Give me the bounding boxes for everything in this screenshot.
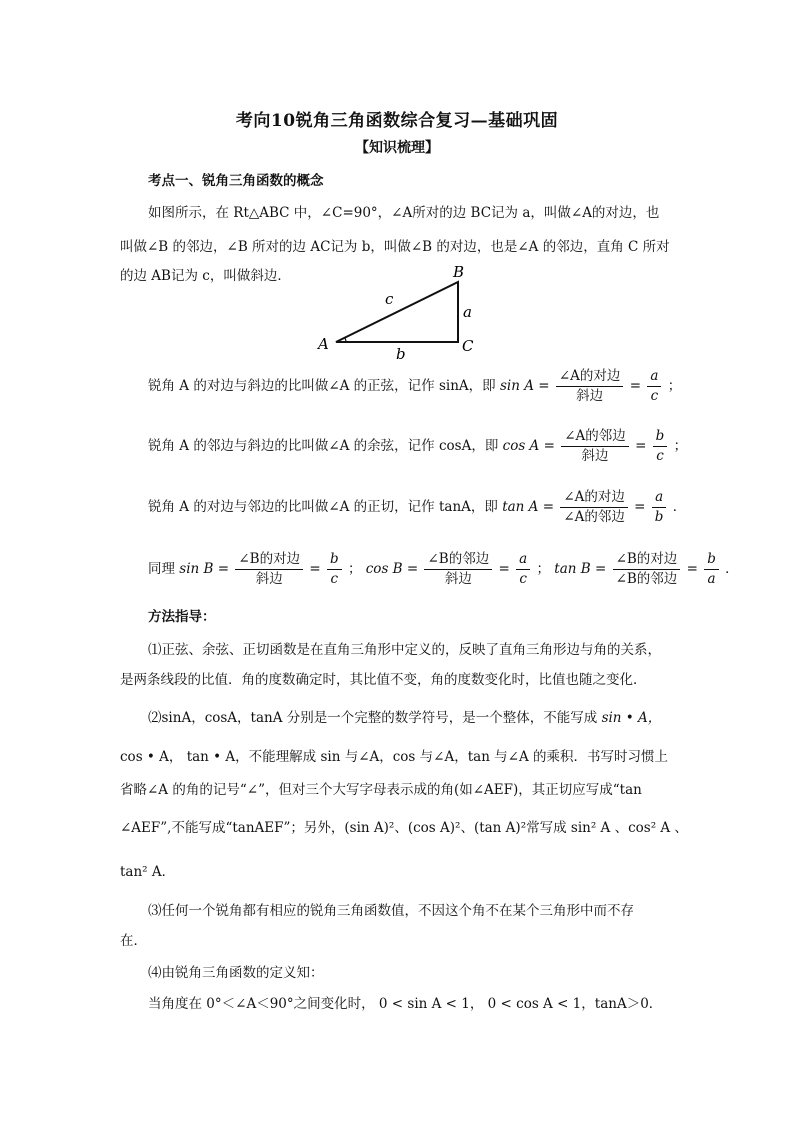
vertex-b-label: B bbox=[453, 263, 465, 281]
fraction: $\frac{b}{c}$ bbox=[327, 550, 342, 589]
fraction: $\frac{a}{c}$ bbox=[516, 550, 530, 589]
fraction: $\frac{\text{∠A的对边}}{\text{斜边}}$ bbox=[556, 367, 624, 406]
vertex-c-label: C bbox=[462, 337, 474, 355]
fraction: $\frac{\text{∠A的邻边}}{\text{斜边}}$ bbox=[561, 427, 629, 466]
method-2-line-5: tan² A． bbox=[120, 864, 176, 880]
intro-line-3: 的边 AB记为 c，叫做斜边． bbox=[120, 268, 291, 284]
method-2-line-4: ∠AEF”,不能写成“tanAEF”；另外，(sin A)²、(cos A)²、(tan A)²常写成 sin² A 、cos² A 、 bbox=[120, 820, 688, 836]
method-2-line-2: cos • A， tan • A，不能理解成 sin 与∠A，cos 与∠A，tan 与∠A 的乘积．书写时习惯上 bbox=[120, 749, 669, 765]
method-2-line-3: 省略∠A 的角的记号“∠”，但对三个大写字母表示成的角(如∠AEF)，其正切应写成“tan bbox=[120, 782, 642, 798]
fraction: $\frac{\text{∠B的对边}}{\text{∠B的邻边}}$ bbox=[613, 550, 681, 589]
fraction: $\frac{b}{a}$ bbox=[704, 550, 719, 589]
right-triangle-figure bbox=[312, 262, 482, 362]
tan-definition: 锐角 A 的对边与邻边的比叫做∠A 的正切，记作 tanA，即 tan A = $\frac{\text{∠A的对边}}{\text{∠A的邻边}}$ = $\frac{a}{b}$ ． bbox=[148, 489, 687, 525]
fraction: $\frac{b}{c}$ bbox=[653, 427, 668, 466]
fraction: $\frac{a}{c}$ bbox=[647, 367, 661, 406]
document-subtitle: 【知识梳理】 bbox=[355, 140, 439, 156]
method-1-line-1: ⑴正弦、余弦、正切函数是在直角三角形中定义的，反映了直角三角形边与角的关系， bbox=[148, 642, 661, 658]
intro-line-1: 如图所示，在 Rt△ABC 中，∠C=90°，∠A所对的边 BC记为 a，叫做∠A的对边，也 bbox=[148, 205, 660, 221]
document-title: 考向10锐角三角函数综合复习—基础巩固 bbox=[235, 111, 559, 131]
triangle-shape bbox=[336, 282, 458, 342]
method-1-line-2: 是两条线段的比值．角的度数确定时，其比值不变，角的度数变化时，比值也随之变化． bbox=[120, 672, 647, 688]
angle-b-formulas: 同理 sin B = $\frac{\text{∠B的对边}}{\text{斜边}}$ = $\frac{b}{c}$ ； cos B = $\frac{\text{∠B的邻边}}{\text{斜边}}$ = $\frac{a}{c}$ ； tan B = $\frac{\text{∠B的对边}}{\text{∠B的邻边}}$ = $\frac{b}{a}$ ． bbox=[148, 551, 739, 587]
method-3-line-2: 在． bbox=[120, 933, 147, 949]
intro-line-2: 叫做∠B 的邻边，∠B 所对的边 AC记为 b，叫做∠B 的对边，也是∠A 的邻边，直角 C 所对 bbox=[120, 239, 670, 255]
fraction: $\frac{\text{∠A的对边}}{\text{∠A的邻边}}$ bbox=[560, 488, 628, 527]
side-b-label: b bbox=[396, 345, 406, 362]
method-4-line-2: 当角度在 0°＜∠A＜90°之间变化时， 0 < sin A < 1， 0 < cos A < 1，tanA＞0． bbox=[148, 996, 663, 1012]
side-a-label: a bbox=[463, 303, 472, 321]
method-2-line-1: ⑵sinA，cosA，tanA 分别是一个完整的数学符号，是一个整体，不能写成 sin • A， bbox=[148, 710, 662, 726]
fraction: $\frac{\text{∠B的对边}}{\text{斜边}}$ bbox=[235, 550, 303, 589]
vertex-a-label: A bbox=[318, 335, 329, 353]
section-heading: 考点一、锐角三角函数的概念 bbox=[148, 173, 324, 189]
sin-definition: 锐角 A 的对边与斜边的比叫做∠A 的正弦，记作 sinA，即 sin A = $\frac{\text{∠A的对边}}{\text{斜边}}$ = $\frac{a}{c}$ ； bbox=[148, 368, 682, 404]
method-4-line-1: ⑷由锐角三角函数的定义知： bbox=[148, 965, 324, 981]
method-heading: 方法指导： bbox=[148, 609, 216, 625]
cos-definition: 锐角 A 的邻边与斜边的比叫做∠A 的余弦，记作 cosA，即 cos A = $\frac{\text{∠A的邻边}}{\text{斜边}}$ = $\frac{b}{c}$ ； bbox=[148, 428, 688, 464]
fraction: $\frac{\text{∠B的邻边}}{\text{斜边}}$ bbox=[424, 550, 492, 589]
method-3-line-1: ⑶任何一个锐角都有相应的锐角三角函数值，不因这个角不在某个三角形中而不存 bbox=[148, 903, 634, 919]
fraction: $\frac{a}{b}$ bbox=[652, 488, 667, 527]
side-c-label: c bbox=[385, 290, 394, 308]
